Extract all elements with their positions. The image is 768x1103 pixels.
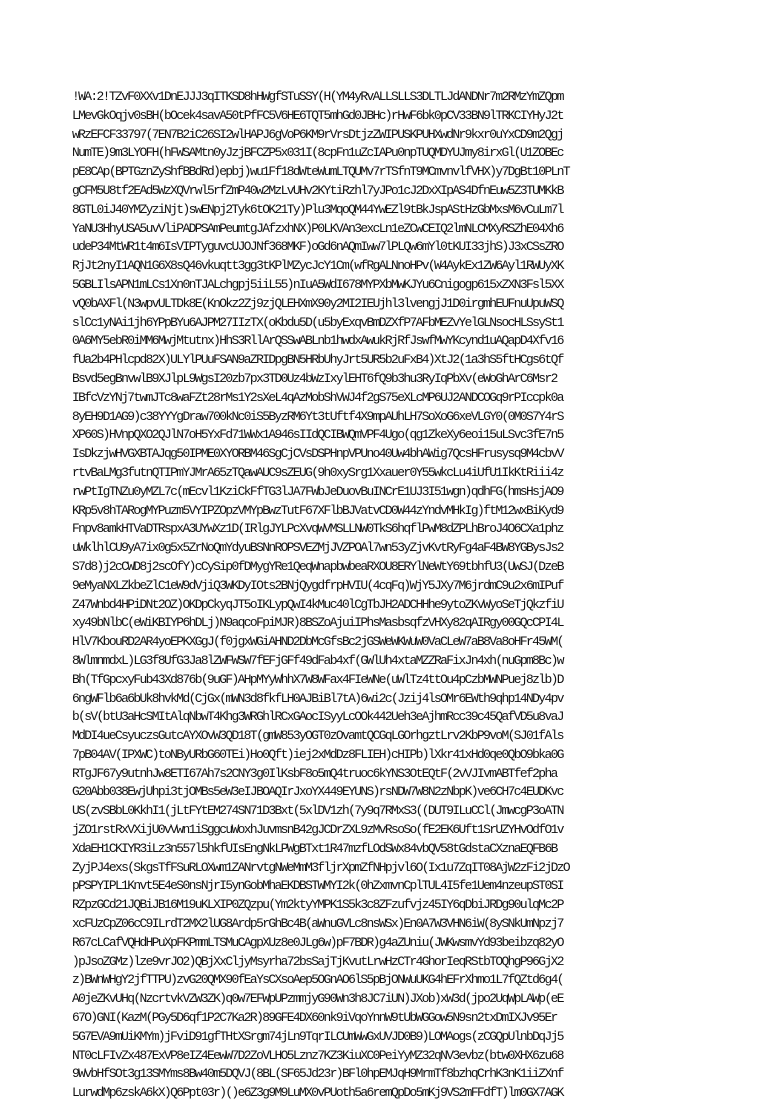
- text-line: LurwdMp6zskA6kX)Q6Ppt03r)()e6Z3g9M9LuMX0vPUoth5a6remQpDo5mKj9VS2mFFdfT)lm0GX7AGK: [72, 1085, 563, 1101]
- text-line: IsDkzjwHVGXBTAJqg50IPME0XYORBM46SgCjCVsDSPHnpVPUno40Uw4bhAWig7QcsHFrusysq9M4cbvV: [72, 446, 563, 462]
- text-line: RZpzGCd21JQBiJB16M19uKLXIP0ZQzpu(Ym2ktyYMPK1S5k3c8ZFzufvjz45IY6qDbiJRDg90ulqMc2P: [72, 897, 563, 913]
- text-line: IBfcVzYNj7twmJTc8waFZt28rMs1Y2sXeL4qAzMobShVWJ4f2gS75eXLcMP6UJ2ANDCOGq9rPIccpk0a: [72, 389, 563, 405]
- text-line: uWklhlCU9yA7ix0g5x5ZrNoQmYdyuBSNnROPSVEZMjJVZPOAl7wn53yZjvKvtRyFg4aF4BW8YGBysJs2: [72, 540, 563, 556]
- text-line: slCc1yNAi1jh6YPpBYu6AJPM27IIzTX(oKbdu5D(u5byExqvBmDZXfP7AFbMEZvYelGLNsocHLSsySt1: [72, 314, 563, 330]
- text-line: jZO1rstRxVXijU0vVwn1iSggcuWoxhJuvmsnB42gJCDrZXL9zMvRsoSo(fE2EK6Uft1SrUZYHvOdfO1v: [72, 822, 563, 838]
- text-line: Bh(TfGpcxyFub43Xd876b(9uGF)AHpMYyWhhX7W8WFax4FIeWNe(uWlTz4ttOu4pCzbMWNPuej8zlb)D: [72, 671, 563, 687]
- text-line: NT0cLFIvZx487ExVP8eIZ4EewW7D2ZoVLHO5Lznz7KZ3KiuXC0PeiYyMZ32qNV3evbz(btw0XHX6zu68: [72, 1047, 563, 1063]
- text-line: 5G7EVA9mUiKMYm)jFviD91gfTHtXSrgm74jLn9TqrILCUmWwGxUVJD0B9)LOMAogs(zCGQpUlnbDqJj5: [72, 1028, 563, 1044]
- text-line: 67O)GNI(KazM(PGy5D6qf1P2C7Ka2R)89GFE4DX60nk9iVqoYnnW9tUbWGGow5N9sn2txDmIXJv95Er: [72, 1010, 557, 1026]
- text-line: pPSPYIPL1Knvt5E4eS0nsNjrI5ynGobMhaEKDBSTWMYI2k(0hZxmvnCplTUL4I5fe1Uem4nzeupST0SI: [72, 878, 563, 894]
- text-line: YaNU3HhyUSA5uvVliPADPSAmPeumtgJAfzxhNX)P0LKVAn3excLn1eZCwCEIQ2lmNLCMXyRSZhE04Xh6: [72, 220, 563, 236]
- text-line: z)BWnWHgY2jfTTPU)zvG20QMX90fEaYsCXsoAep5OGnAO6lS5pBjONWuUKG4hEFrXhmo1L7fQZtd6g4(: [72, 972, 563, 988]
- text-line: ZyjPJ4exs(SkgsTfFSuRLOXwm1ZANrvtgNWeMmM3fljrXpmZfNHpjvl6O(Ix1u7ZqIT08AjW2zFi2jDzO: [72, 859, 569, 875]
- text-line: XP60S)HVnpQXO2QJlN7oH5YxFd71WWx1A946sIIdQCIBWQmVPF4Ugo(qg1ZkeXy6eoi15uLSvc3fE7n5: [72, 427, 563, 443]
- text-line: XdaEH1CKIYR3iLz3n557l5hkfUIsEngNkLPWgBTxt1R47mzfLOdSWx84vbQV58tGdstaCXznaEQFB6B: [72, 840, 557, 856]
- text-line: 8yEH9D1AG9)c38YYYgDraw700kNc0iS5ByzRM6Yt3tUftf4X9mpAUhLH7SoXoG6xeVLGY0(0M0S7Y4rS: [72, 408, 563, 424]
- text-line: 6ngWFlb6a6bUk8hvkMd(CjGx(mWN3d8fkfLH0AJBiBl7tA)6wi2c(Jzij4lsOMr6EWth9qhp14NDy4pv: [72, 690, 563, 706]
- text-line: wRzEFCF33797(7EN7B2iC26SI2wlHAPJ6gVoP6KM9rVrsDtjzZWIPUSKPUHXwdNr9kxr0uYxCD9m2Qgj: [72, 126, 563, 142]
- text-line: LMevGkOqjv0sBH(bOcek4savA50tPfFC5V6HE6TQT5mhGd0JBHc)rHwF6bk0pCV33BN9lTRKCIYHyJ2t: [72, 107, 563, 123]
- text-line: RTgJF67y9utnhJw8ETI67Ah7s2CNY3g0IlKsbF8o5mQ4truoc6kYNS3OtEQtF(2vVJIvmABTfef2pha: [72, 765, 557, 781]
- text-line: pE8CAp(BPTGznZyShfBBdRd)epbj)wu1Ff18dWteWumLTQUMv7rTSfnT9MCmvnvlfVHX)y7DgBt10PLnT: [72, 164, 569, 180]
- text-line: G20Abb038EwjUhpi3tjOMBs5eW3eIJBOAQIrJxoYX449EYUNS)rsNDW7W8N2zNbpK)ve6CH7c4EUDKvc: [72, 784, 563, 800]
- text-line: HlV7KbouRD2AR4yoEPKXGgJ(f0jgxWGiAHND2DbMcGfsBc2jGSWeWKWuW0VaCLeW7aB8Va8oHFr45WM(: [72, 634, 563, 650]
- text-line: vQ0bAXFl(N3wpvULTDk8E(KnOkz2Zj9zjQLEHXmX90y2MI2IEUjhl3lvengjJ1D0irgmhEUFnuUpuWSQ: [72, 295, 563, 311]
- text-line: 9WvbHfSOt3g13SMYms8Bw40m5DQVJ(8BL(SF65Jd23r)BFl0hpEMJqH9MrmTf8bzhqCrhK3nK1iiZXnf: [72, 1066, 563, 1082]
- text-line: fUa2b4PHlcpd82X)ULYlPUuFSAN9aZRIDpgBN5HRbUhyJrt5UR5b2uFxB4)XtJ2(1a3hS5ftHCgs6tQf: [72, 352, 563, 368]
- text-line: RjJt2nyI1AQN1G6X8sQ46vkuqtt3gg3tKPlMZycJcY1Cm(wfRgALNnoHPv(W4AykEx1ZW6Ayl1RWUyXK: [72, 258, 563, 274]
- text-line: 9eMyaNXLZkbeZlC1eW9dVjiQ3WKDyIOts2BNjQygdfrpHVIU(4cqFq)WjY5JXy7M6jrdmC9u2x6mIPuf: [72, 577, 563, 593]
- text-line: rwPtIgTNZu0yMZL7c(mEcvl1KziCkFfTG3lJA7FWbJeDuovBuINCrE1UJ3I51wgn)qdhFG(hmsHsjAO9: [72, 483, 563, 499]
- text-line: R67cLCafVQHdHPuXpFKPmmLTSMuCAgpXUz8e0JLg6w)pF7BDR)g4aZUniu(JWKwsmvYd93beibzq82yO: [72, 934, 563, 950]
- text-line: 0A6MY5ebR0iMM6MwjMtutnx)HhS3RllArQSSwABLnb1hwdxAwukRjRfJswfMwYKcynd1uAQapD4Xfv16: [72, 333, 563, 349]
- text-line: KRp5v8hTARogMYPuzm5VYIPZOpzVMYpBwzTutF67XFlbBJVatvCD0W44zYndvMHkIg)ftM12wxBiKyd9: [72, 502, 563, 518]
- text-line: 8WlmnmdxL)LG3f8UfG3Ja8lZWFWSW7fEFjGFf49dFab4xf(GWlUh4xtaMZZRaFixJn4xh(nuGpm8Bc)w: [72, 652, 563, 668]
- text-line: xy49bNlbC(eWiKBIYP6hDLj)N9aqcoFpiMJR)8BSZoAjuiIPhsMasbsqfzVHXy82qAIRgy00GQcCPI4L: [72, 615, 563, 631]
- text-line: rtvBaLMg3futnQTIPmYJMrA65zTQawAUC9sZEUG(9h0xySrg1Xxauer0Y55wkcLu4iUfU1IkKtRiii4z: [72, 464, 563, 480]
- text-line: Bsvd5egBnvwlB9XJlpL9WgsI20zb7px3TD0Uz4bWzIxylEHT6fQ9b3hu3RyIqPbXv(eWoGhArC6Msr2: [72, 370, 557, 386]
- text-line: A0jeZKvUHq(NzcrtvkVZW3ZK)q0w7EFWpUPzmmjyG90Wn3h8JC7iUN)JXob)xW3d(jpo2UqWpLAWp(eE: [72, 991, 563, 1007]
- text-line: xcFUzCpZ06cC9ILrdT2MX2lUG8Ardp5rGhBc4B(aWnuGVLc8nsWSx)En0A7W3VHN6iW(8ySNkUmNpzj7: [72, 916, 563, 932]
- text-line: gCFM5U8tf2EAd5WzXQVrwl5rfZmP40w2MzLvUHv2KYtiRzhl7yJPo1cJ2DxXIpAS4DfnEuw5Z3TUMKkB: [72, 182, 563, 198]
- text-line: !WA:2!TZvF0XXv1DnEJJJ3qITKSD8hHWgfSTuSSY(H(YM4yRvALLSLLS3DLTLJdANDNr7m2RMzYmZQpm: [72, 89, 563, 104]
- text-line: 7pB04AV(IPXWC)toNByURbG60TEi)Ho0Qft)iej2xMdDz8FLIEH)cHIPb)lXkr41xHd0qe0QbO9bka0G: [72, 746, 563, 762]
- encoded-text-body: [72, 88, 702, 1103]
- text-line: )pJsoZGMz)lze9vrJO2)QBjXxCljyMsyrha72bsSajTjKvutLrwHzCTr4GhorIeqRStbTOQhgP96GjX2: [72, 953, 563, 969]
- text-line: 8GTL0iJ40YMZyziNjt)swENpj2Tyk6tOK21Ty)Plu3MqoQM44YwEZl9tBkJspAStHzGbMxsM6vCuLm7l: [72, 201, 563, 217]
- text-line: NumTE)9m3LYOFH(hFWSAMtn0yJzjBFCZP5x031I(8cpFn1uZcIAPu0npTUQMDYUJmy8irxGl(U1ZOBEc: [72, 145, 563, 161]
- text-line: b(sV(btU3aHcSMItAlqNbwT4Khg3WRGhlRCxGAocISyyLcOOk442Ueh3eAjhmRcc39c45QafVD5u8vaJ: [72, 709, 563, 725]
- text-line: US(zvSBbL0KkhI1(jLtFYtEM274SN71D3Bxt(5xlDV1zh(7y9q7RMxS3((DUT9ILuCCl(JmwcgP3oATN: [72, 803, 563, 819]
- text-line: S7d8)j2cCWD8j2scOfY)cCySip0fDMygYRe1QeqWnapbwbeaRXOU8ERYlNeWtY69tbhfU3(UwSJ(DzeB: [72, 558, 563, 574]
- text-line: 5GBLIlsAPN1mLCs1Xn0nTJALchgpj5iiL55)nIuA5WdI678MYPXbMwKJYu6Cnigogp615xZXN3Fsl5XX: [72, 276, 563, 292]
- text-line: MdDI4ueCsyuczsGutcAYXOvW3QD18T(gmW853yOGT0zOvamtQCGqLGOrhgztLrv2KbP9voM(SJ01fAls: [72, 728, 563, 744]
- text-line: udeP34MtWR1t4m6IsVIPTyguvcUJOJNf368MKF)oGd6nAQmIww7lPLQw6mYl0tKUI33jhS)J3xCSsZRO: [72, 239, 563, 255]
- text-line: Z47Wnbd4HPiDNt2OZ)OKDpCkyqJT5oIKLypQwI4kMuc40lCgTbJH2ADCHHhe9ytoZKvWyoSeTjQkzfiU: [72, 596, 563, 612]
- text-line: Fnpv8amkHTVaDTRspxA3UYwXz1D(IRlgJYLPcXvqWVMSLLNW0TkS6hqflPwM8dZPLhBroJ4O6CXa1phz: [72, 521, 563, 537]
